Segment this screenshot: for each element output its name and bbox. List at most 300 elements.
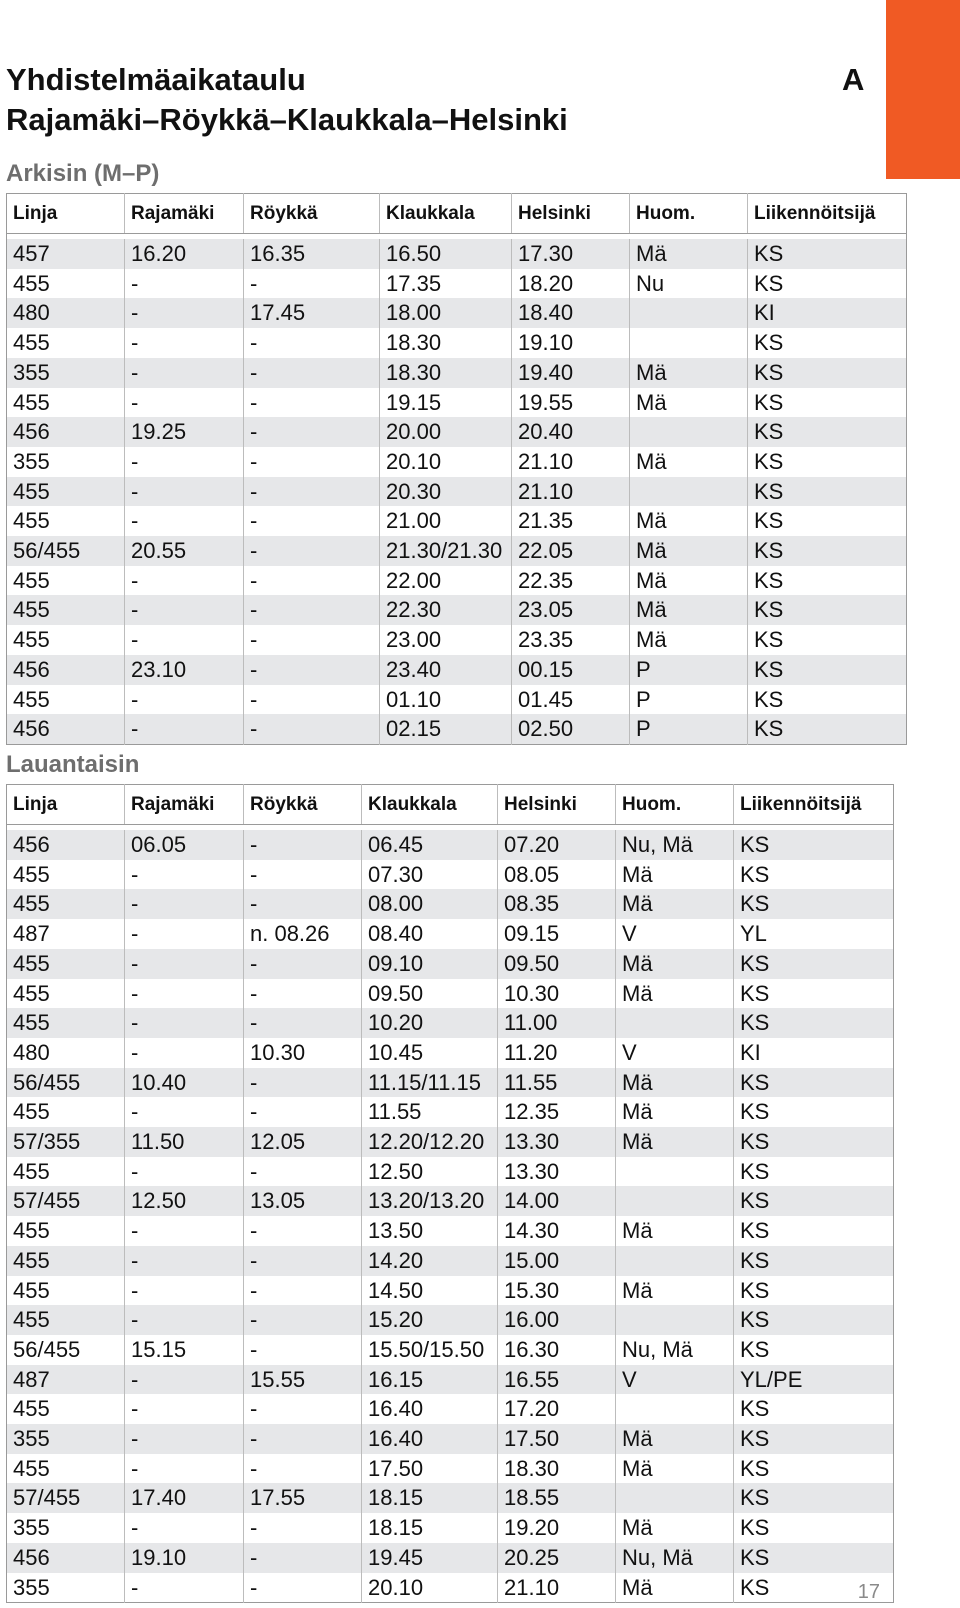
- table-cell: KS: [754, 270, 784, 296]
- table-cell: 16.55: [498, 1365, 616, 1395]
- table-cell: KS: [740, 861, 770, 887]
- table-cell: KS: [740, 1336, 770, 1362]
- table-cell: -: [125, 477, 244, 507]
- table-cell: -: [244, 358, 380, 388]
- table-cell: 455: [7, 1276, 125, 1306]
- table-cell: 455: [7, 625, 125, 655]
- table-row: [7, 1038, 894, 1068]
- table-cell: [616, 1305, 734, 1335]
- table-cell: 16.35: [244, 239, 380, 269]
- table-cell: 10.30: [498, 979, 616, 1009]
- orange-accent-tab: [886, 0, 960, 179]
- table-row: [7, 1424, 894, 1454]
- table-cell: -: [244, 1543, 362, 1573]
- table-cell: 21.10: [498, 1573, 616, 1603]
- table-cell: 06.45: [362, 830, 498, 860]
- table-cell: 17.20: [498, 1394, 616, 1424]
- table-cell: Mä: [616, 1127, 734, 1157]
- table-cell: 480: [7, 298, 125, 328]
- table-cell: KS: [748, 595, 907, 625]
- column-header: Röykkä: [244, 194, 380, 234]
- table-cell: 23.35: [512, 625, 630, 655]
- table-cell: 02.15: [380, 714, 512, 744]
- table-cell: 19.10: [125, 1543, 244, 1573]
- table-cell: [616, 1186, 734, 1216]
- table-cell: 13.30: [498, 1127, 616, 1157]
- table-cell: Mä: [616, 979, 734, 1009]
- table-cell: -: [125, 269, 244, 299]
- table-cell: 19.45: [362, 1543, 498, 1573]
- table-cell: 23.40: [380, 655, 512, 685]
- table-cell: KS: [740, 1277, 770, 1303]
- table-row: [7, 1008, 894, 1038]
- column-header: Klaukkala: [380, 194, 512, 234]
- table-cell: -: [244, 328, 380, 358]
- table-cell: 455: [7, 506, 125, 536]
- table-cell: -: [125, 595, 244, 625]
- table-cell: -: [125, 1394, 244, 1424]
- table-cell: KI: [748, 298, 907, 328]
- table-cell: KS: [740, 1396, 770, 1422]
- table-cell: 457: [7, 239, 125, 269]
- table-cell: Mä: [630, 536, 748, 566]
- table-cell: 07.20: [498, 830, 616, 860]
- table-cell: Mä: [616, 1068, 734, 1098]
- table-cell: 455: [7, 1157, 125, 1187]
- table-cell: KS: [754, 627, 784, 653]
- table-cell: KS: [740, 1158, 770, 1184]
- table-cell: 09.50: [362, 979, 498, 1009]
- column-header: Rajamäki: [125, 194, 244, 234]
- table-cell: 21.35: [512, 506, 630, 536]
- table-cell: 455: [7, 889, 125, 919]
- table-cell: Mä: [616, 1513, 734, 1543]
- table-cell: 22.30: [380, 595, 512, 625]
- table-cell: 456: [7, 714, 125, 744]
- table-row: [7, 1394, 894, 1424]
- table-cell: KS: [734, 1186, 894, 1216]
- table-cell: -: [125, 388, 244, 418]
- table-cell: 16.40: [362, 1424, 498, 1454]
- table-row: [7, 889, 894, 919]
- table-cell: -: [125, 949, 244, 979]
- title-line-2: Rajamäki–Röykkä–Klaukkala–Helsinki: [6, 102, 568, 137]
- table-row: [7, 1543, 894, 1573]
- table-cell: 23.00: [380, 625, 512, 655]
- table-cell: -: [125, 328, 244, 358]
- table-row: [7, 1216, 894, 1246]
- table-row: [7, 1127, 894, 1157]
- table-row: [7, 655, 907, 685]
- table-cell: 16.20: [125, 239, 244, 269]
- table-cell: 16.40: [362, 1394, 498, 1424]
- table-cell: KS: [734, 1305, 894, 1335]
- table-cell: 12.05: [244, 1127, 362, 1157]
- table-cell: -: [244, 1454, 362, 1484]
- table-cell: -: [244, 1394, 362, 1424]
- table-cell: 09.50: [498, 949, 616, 979]
- table-cell: KS: [748, 655, 907, 685]
- table-cell: 08.00: [362, 889, 498, 919]
- table-cell: 22.00: [380, 566, 512, 596]
- table-cell: KS: [734, 1127, 894, 1157]
- column-header: Röykkä: [244, 785, 362, 825]
- table-cell: 17.35: [380, 269, 512, 299]
- table-cell: Mä: [630, 595, 748, 625]
- table-cell: Mä: [616, 1216, 734, 1246]
- column-header: Liikennöitsijä: [734, 785, 894, 825]
- table-cell: -: [244, 1424, 362, 1454]
- table-cell: 56/455: [7, 536, 125, 566]
- table-cell: -: [244, 979, 362, 1009]
- table-cell: -: [125, 566, 244, 596]
- table-cell: 08.40: [362, 919, 498, 949]
- table-cell: 18.30: [498, 1454, 616, 1484]
- table-cell: -: [125, 1513, 244, 1543]
- table-row: [7, 625, 907, 655]
- table-cell: -: [125, 1573, 244, 1603]
- table-cell: 56/455: [7, 1068, 125, 1098]
- table-cell: -: [125, 506, 244, 536]
- column-header: Liikennöitsijä: [748, 194, 907, 234]
- table-cell: 22.35: [512, 566, 630, 596]
- table-cell: -: [244, 714, 380, 744]
- table-cell: 455: [7, 1008, 125, 1038]
- table-cell: 19.10: [512, 328, 630, 358]
- table-cell: 10.20: [362, 1008, 498, 1038]
- table-row: [7, 417, 907, 447]
- table-header-row: [7, 785, 894, 825]
- table-cell: 11.50: [125, 1127, 244, 1157]
- table-cell: Nu: [630, 269, 748, 299]
- route-letter: A: [842, 62, 865, 97]
- table-cell: -: [125, 1305, 244, 1335]
- table-cell: -: [244, 536, 380, 566]
- table-cell: 13.30: [498, 1157, 616, 1187]
- table-cell: 14.20: [362, 1246, 498, 1276]
- table-row: [7, 536, 907, 566]
- table-cell: -: [125, 1038, 244, 1068]
- table-cell: Nu, Mä: [616, 1335, 734, 1365]
- table-row: [7, 1513, 894, 1543]
- table-cell: 20.10: [380, 447, 512, 477]
- table-cell: 18.20: [512, 269, 630, 299]
- table-cell: KS: [734, 949, 894, 979]
- table-cell: 455: [7, 1216, 125, 1246]
- table-cell: 10.30: [244, 1038, 362, 1068]
- table-cell: 455: [7, 1097, 125, 1127]
- table-cell: -: [125, 447, 244, 477]
- table-cell: 23.05: [512, 595, 630, 625]
- table-cell: 18.40: [512, 298, 630, 328]
- table-cell: 12.20/12.20: [362, 1127, 498, 1157]
- table-cell: -: [125, 625, 244, 655]
- table-row: [7, 1573, 894, 1603]
- table-cell: -: [244, 1216, 362, 1246]
- table-cell: KS: [740, 980, 770, 1006]
- table-cell: Mä: [630, 239, 748, 269]
- table-cell: 355: [7, 1513, 125, 1543]
- table-cell: KS: [748, 239, 907, 269]
- table-cell: 15.00: [498, 1246, 616, 1276]
- table-cell: 13.20/13.20: [362, 1186, 498, 1216]
- table-cell: 455: [7, 1246, 125, 1276]
- page-title: [6, 60, 568, 140]
- table-cell: 01.45: [512, 685, 630, 715]
- table-cell: 355: [7, 358, 125, 388]
- table-cell: Nu, Mä: [616, 1543, 734, 1573]
- table-cell: KS: [740, 1574, 770, 1600]
- table-row: [7, 269, 907, 299]
- page-number: 17: [857, 1581, 880, 1603]
- table-cell: KS: [734, 830, 894, 860]
- table-row: [7, 477, 907, 507]
- table-cell: Mä: [616, 1454, 734, 1484]
- table-cell: 22.05: [512, 536, 630, 566]
- table-cell: 02.50: [512, 714, 630, 744]
- table-cell: 18.00: [380, 298, 512, 328]
- table-cell: 21.10: [512, 477, 630, 507]
- table-cell: [630, 417, 748, 447]
- table-cell: Mä: [616, 949, 734, 979]
- table-cell: -: [125, 979, 244, 1009]
- table-row: [7, 714, 907, 744]
- table-cell: -: [244, 477, 380, 507]
- table-row: [7, 1157, 894, 1187]
- table-cell: -: [244, 625, 380, 655]
- table-cell: 455: [7, 1394, 125, 1424]
- table-cell: KS: [754, 567, 784, 593]
- table-cell: 455: [7, 1454, 125, 1484]
- table-cell: Mä: [630, 358, 748, 388]
- table-cell: -: [125, 1276, 244, 1306]
- table-cell: -: [125, 1454, 244, 1484]
- table-cell: 21.10: [512, 447, 630, 477]
- table-cell: -: [244, 1008, 362, 1038]
- table-cell: 18.15: [362, 1483, 498, 1513]
- table-cell: 455: [7, 685, 125, 715]
- column-header: Helsinki: [498, 785, 616, 825]
- table-cell: [616, 1483, 734, 1513]
- table-cell: 18.30: [380, 328, 512, 358]
- table-cell: Mä: [630, 625, 748, 655]
- table-cell: P: [630, 655, 748, 685]
- table-cell: -: [125, 1157, 244, 1187]
- table-cell: KS: [748, 536, 907, 566]
- table-cell: 455: [7, 1305, 125, 1335]
- table-cell: KS: [734, 1068, 894, 1098]
- column-header: Linja: [7, 194, 125, 234]
- table-row: [7, 388, 907, 418]
- table-cell: -: [125, 1365, 244, 1395]
- table-cell: 455: [7, 595, 125, 625]
- table-cell: [616, 1394, 734, 1424]
- table-cell: KS: [734, 1008, 894, 1038]
- table-header-row: [7, 194, 907, 234]
- table-cell: 14.50: [362, 1276, 498, 1306]
- table-cell: Mä: [616, 860, 734, 890]
- table-cell: 20.55: [125, 536, 244, 566]
- table-cell: 57/455: [7, 1186, 125, 1216]
- table-cell: 17.55: [244, 1483, 362, 1513]
- table-cell: Mä: [616, 889, 734, 919]
- table-cell: 17.50: [498, 1424, 616, 1454]
- table-cell: Mä: [630, 447, 748, 477]
- table-row: [7, 1483, 894, 1513]
- table-cell: 15.55: [244, 1365, 362, 1395]
- column-header: Huom.: [616, 785, 734, 825]
- table-cell: 16.15: [362, 1365, 498, 1395]
- table-cell: -: [244, 506, 380, 536]
- table-cell: KS: [748, 714, 907, 744]
- table-cell: KS: [754, 448, 784, 474]
- table-row: [7, 328, 907, 358]
- table-cell: -: [244, 417, 380, 447]
- table-cell: 11.00: [498, 1008, 616, 1038]
- saturday-timetable: [6, 784, 894, 1603]
- table-cell: 11.55: [498, 1068, 616, 1098]
- table-cell: -: [125, 919, 244, 949]
- table-cell: 08.35: [498, 889, 616, 919]
- table-cell: -: [125, 685, 244, 715]
- weekday-timetable: [6, 193, 907, 745]
- table-cell: -: [125, 1008, 244, 1038]
- table-cell: 16.00: [498, 1305, 616, 1335]
- table-cell: 456: [7, 417, 125, 447]
- table-cell: -: [244, 1305, 362, 1335]
- table-cell: -: [125, 1246, 244, 1276]
- table-cell: -: [244, 1513, 362, 1543]
- table-cell: -: [244, 949, 362, 979]
- table-cell: -: [125, 714, 244, 744]
- table-cell: 355: [7, 447, 125, 477]
- table-cell: -: [125, 1216, 244, 1246]
- table-cell: KS: [740, 1515, 770, 1541]
- table-cell: 20.10: [362, 1573, 498, 1603]
- table-cell: Nu, Mä: [616, 830, 734, 860]
- table-cell: KS: [740, 1218, 770, 1244]
- table-cell: 11.20: [498, 1038, 616, 1068]
- table-cell: -: [244, 830, 362, 860]
- table-cell: 08.05: [498, 860, 616, 890]
- table-cell: 21.00: [380, 506, 512, 536]
- column-header: Huom.: [630, 194, 748, 234]
- table-row: [7, 1305, 894, 1335]
- table-cell: 00.15: [512, 655, 630, 685]
- table-cell: Mä: [630, 566, 748, 596]
- table-cell: 487: [7, 919, 125, 949]
- table-cell: 455: [7, 979, 125, 1009]
- table-cell: 20.40: [512, 417, 630, 447]
- table-cell: V: [616, 1365, 734, 1395]
- table-cell: V: [616, 1038, 734, 1068]
- table-cell: 10.40: [125, 1068, 244, 1098]
- table-cell: 18.55: [498, 1483, 616, 1513]
- table-cell: 09.15: [498, 919, 616, 949]
- table-cell: 15.20: [362, 1305, 498, 1335]
- table-cell: 17.30: [512, 239, 630, 269]
- table-cell: 18.15: [362, 1513, 498, 1543]
- table-cell: -: [244, 447, 380, 477]
- table-cell: -: [125, 358, 244, 388]
- table-cell: 19.15: [380, 388, 512, 418]
- table-cell: KS: [748, 477, 907, 507]
- table-cell: KS: [754, 686, 784, 712]
- table-cell: P: [630, 685, 748, 715]
- table-cell: 15.50/15.50: [362, 1335, 498, 1365]
- table-cell: -: [244, 1276, 362, 1306]
- table-cell: KS: [754, 508, 784, 534]
- table-cell: KS: [740, 1455, 770, 1481]
- table-cell: 14.00: [498, 1186, 616, 1216]
- table-cell: 17.40: [125, 1483, 244, 1513]
- table-row: [7, 358, 907, 388]
- table-cell: [616, 1157, 734, 1187]
- table-cell: Mä: [616, 1097, 734, 1127]
- table-cell: -: [244, 860, 362, 890]
- table-cell: Mä: [616, 1276, 734, 1306]
- table-row: [7, 1276, 894, 1306]
- table-cell: V: [616, 919, 734, 949]
- table-row: [7, 979, 894, 1009]
- table-cell: 455: [7, 566, 125, 596]
- table-cell: 15.30: [498, 1276, 616, 1306]
- table-cell: KS: [754, 330, 784, 356]
- table-row: [7, 447, 907, 477]
- table-cell: 456: [7, 830, 125, 860]
- table-cell: 12.50: [125, 1186, 244, 1216]
- table-cell: [630, 328, 748, 358]
- table-row: [7, 1454, 894, 1484]
- table-cell: [616, 1008, 734, 1038]
- table-cell: KS: [734, 1483, 894, 1513]
- table-row: [7, 506, 907, 536]
- table-cell: 480: [7, 1038, 125, 1068]
- table-cell: Mä: [616, 1573, 734, 1603]
- table-cell: KS: [740, 1099, 770, 1125]
- table-cell: Mä: [616, 1424, 734, 1454]
- table-row: [7, 1097, 894, 1127]
- table-cell: 455: [7, 949, 125, 979]
- weekday-section-label: Arkisin (M–P): [6, 160, 160, 187]
- table-cell: 455: [7, 328, 125, 358]
- table-cell: KS: [748, 417, 907, 447]
- table-cell: 57/355: [7, 1127, 125, 1157]
- table-cell: 16.50: [380, 239, 512, 269]
- table-cell: -: [244, 1246, 362, 1276]
- table-row: [7, 1335, 894, 1365]
- table-cell: 13.05: [244, 1186, 362, 1216]
- table-cell: 07.30: [362, 860, 498, 890]
- table-cell: 16.30: [498, 1335, 616, 1365]
- title-line-1: Yhdistelmäaikataulu: [6, 62, 306, 97]
- table-cell: Mä: [630, 388, 748, 418]
- table-cell: 487: [7, 1365, 125, 1395]
- table-row: [7, 595, 907, 625]
- table-cell: KS: [734, 1424, 894, 1454]
- table-cell: 09.10: [362, 949, 498, 979]
- table-cell: 18.30: [380, 358, 512, 388]
- table-cell: 20.25: [498, 1543, 616, 1573]
- table-cell: Mä: [630, 506, 748, 536]
- table-cell: 56/455: [7, 1335, 125, 1365]
- table-cell: -: [125, 889, 244, 919]
- table-cell: 19.20: [498, 1513, 616, 1543]
- table-row: [7, 1068, 894, 1098]
- table-cell: KS: [754, 389, 784, 415]
- column-header: Linja: [7, 785, 125, 825]
- table-cell: KS: [734, 1246, 894, 1276]
